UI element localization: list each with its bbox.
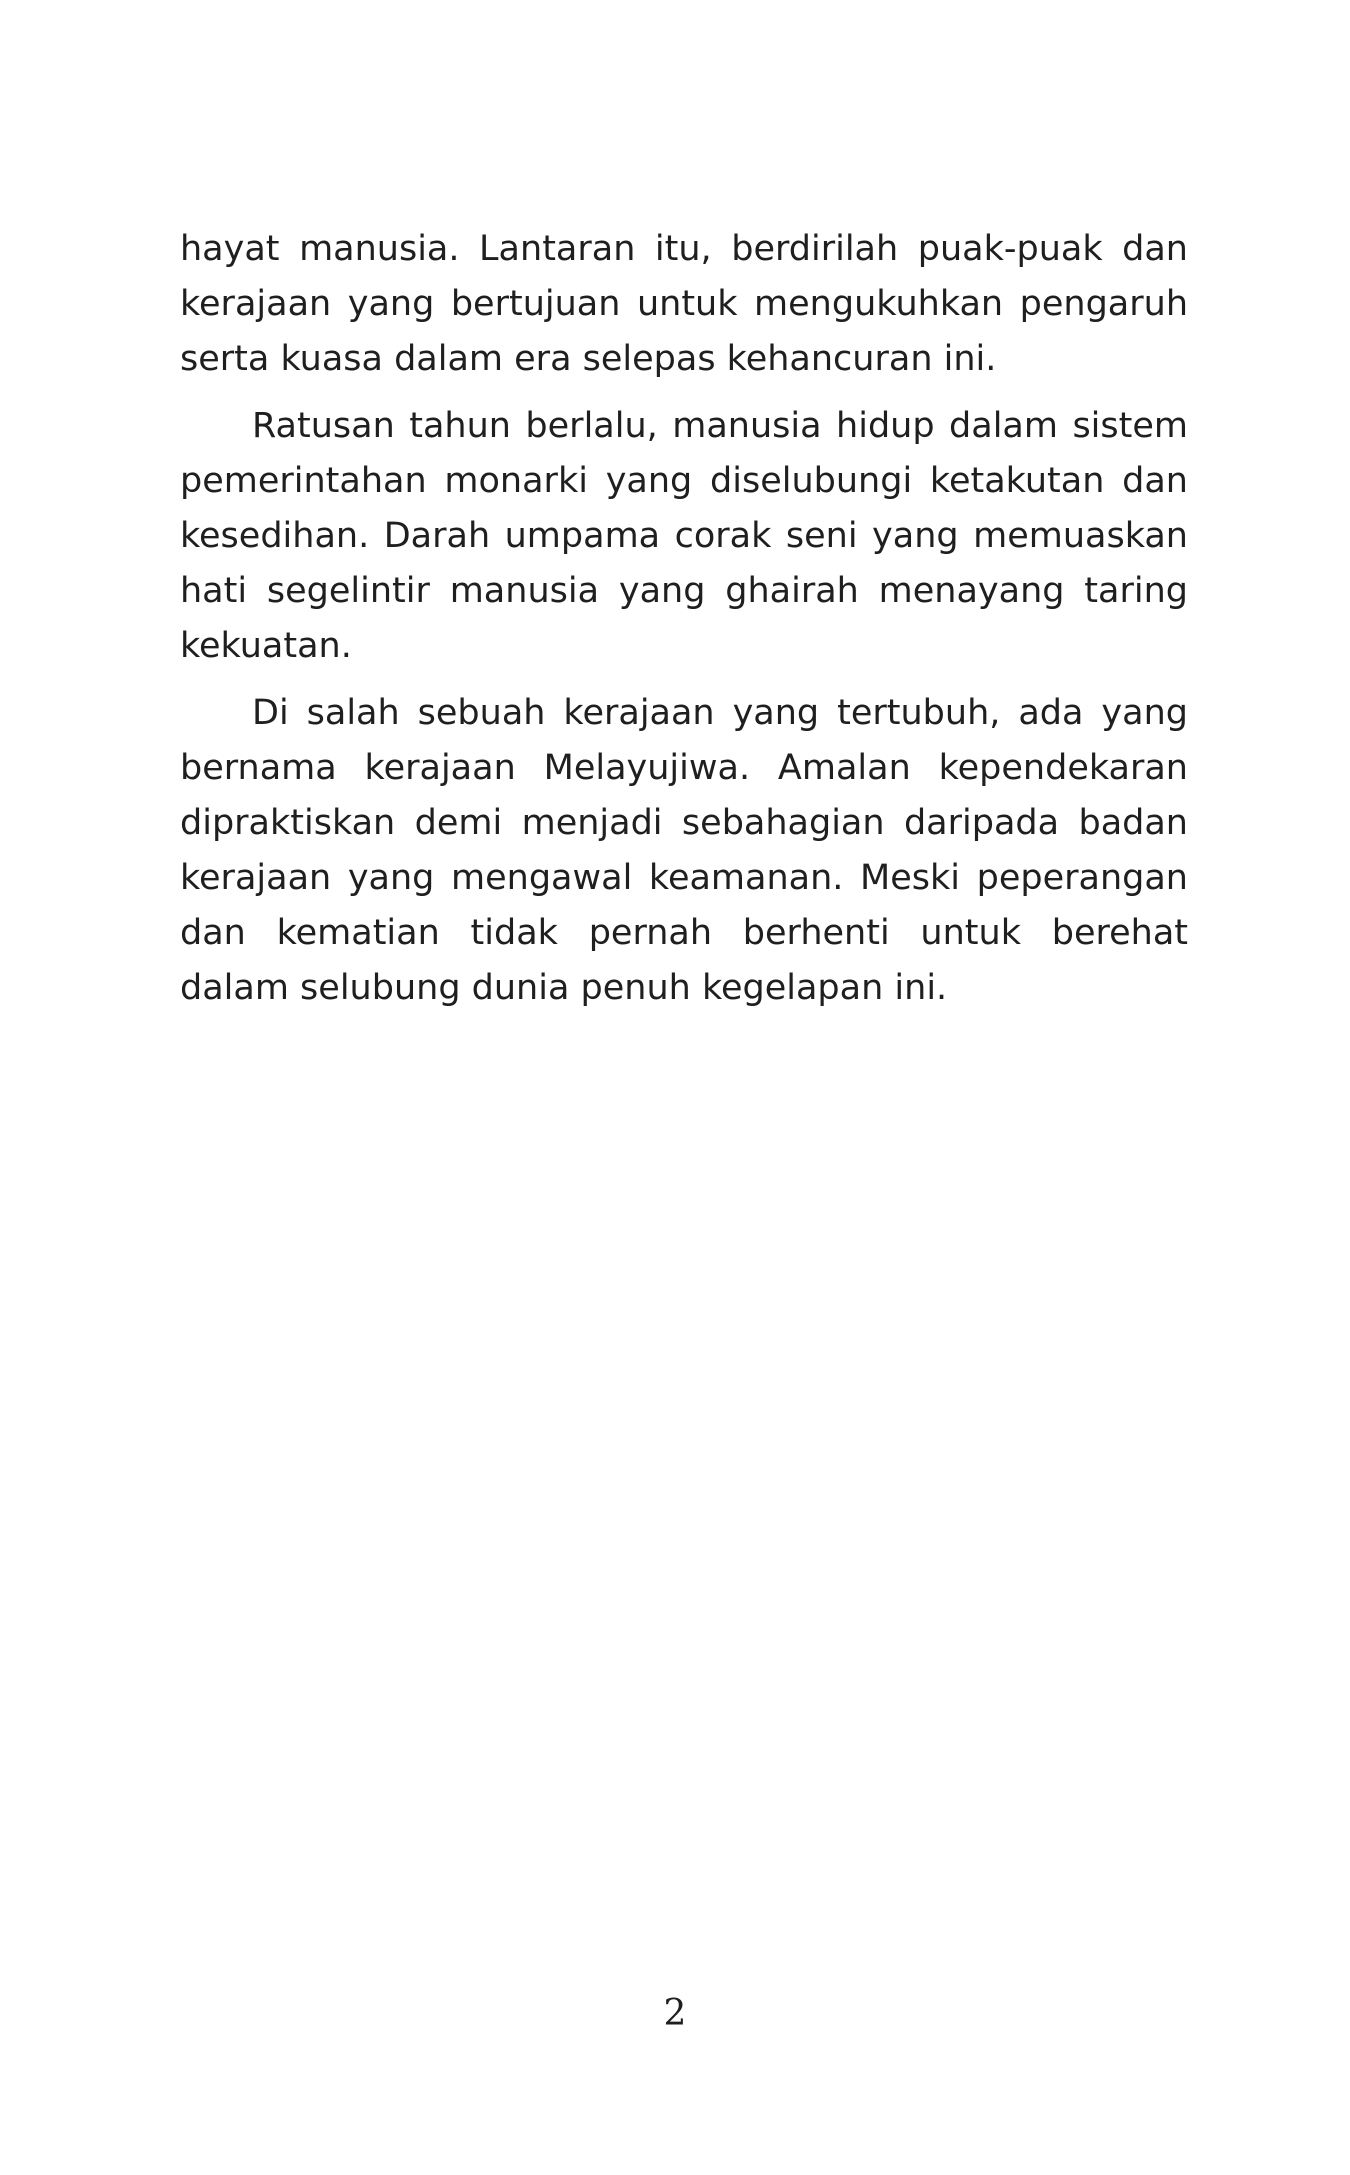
paragraph: Ratusan tahun berlalu, manusia hidup dalam sistem pemerintahan monarki yang diselubungi ketakutan dan kesedihan. Darah umpama corak seni yang memuaskan hati segelintir manusia yang ghairah menayang taring kekuatan. bbox=[180, 406, 1188, 666]
page-body bbox=[180, 222, 1188, 1016]
paragraph: Di salah sebuah kerajaan yang tertubuh, ada yang bernama kerajaan Melayujiwa. Amalan kependekaran dipraktiskan demi menjadi sebahagian daripada badan kerajaan yang mengawal keamanan. Meski peperangan dan kematian tidak pernah berhenti untuk berehat dalam selubung dunia penuh kegelapan ini. bbox=[180, 693, 1188, 1008]
paragraph-continuation: hayat manusia. Lantaran itu, berdirilah puak-puak dan kerajaan yang bertujuan untuk mengukuhkan pengaruh serta kuasa dalam era selepas kehancuran ini. bbox=[180, 229, 1188, 379]
page-number: 2 bbox=[663, 1993, 687, 2034]
